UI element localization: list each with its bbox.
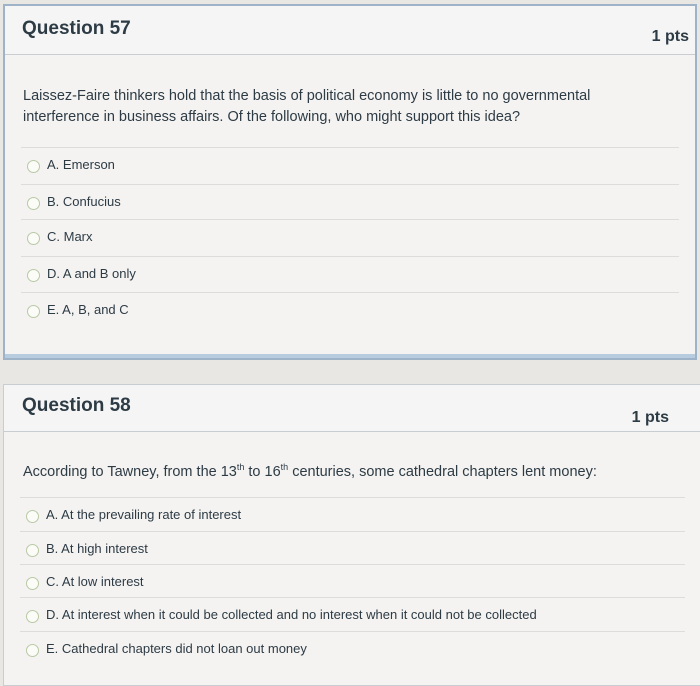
answer-option[interactable] bbox=[20, 597, 685, 632]
answer-label: E. Cathedral chapters did not loan out money bbox=[46, 641, 307, 656]
answer-label: C. Marx bbox=[47, 229, 93, 244]
answer-label: D. At interest when it could be collected and no interest when it could not be collected bbox=[46, 607, 537, 622]
answer-option[interactable] bbox=[21, 256, 679, 291]
radio-button[interactable] bbox=[27, 232, 40, 245]
question-text: Laissez-Faire thinkers hold that the basis of political economy is little to no governmental interference in business affairs. Of the following, who might support this idea? bbox=[23, 88, 591, 125]
radio-button[interactable] bbox=[27, 197, 40, 210]
answer-option[interactable] bbox=[20, 497, 685, 532]
answer-option[interactable] bbox=[20, 564, 685, 599]
radio-button[interactable] bbox=[26, 644, 39, 657]
answer-label: C. At low interest bbox=[46, 574, 144, 589]
question-58-card bbox=[3, 384, 700, 686]
radio-button[interactable] bbox=[26, 544, 39, 557]
question-points: 1 pts bbox=[631, 409, 669, 426]
question-title: Question 58 bbox=[22, 395, 131, 416]
question-header bbox=[4, 385, 700, 432]
answer-option[interactable] bbox=[21, 292, 679, 327]
question-points: 1 pts bbox=[651, 28, 689, 45]
card-bottom-border bbox=[5, 354, 695, 358]
radio-button[interactable] bbox=[27, 269, 40, 282]
radio-button[interactable] bbox=[27, 305, 40, 318]
answer-option[interactable] bbox=[20, 631, 685, 666]
answer-option[interactable] bbox=[21, 219, 679, 254]
answer-label: A. At the prevailing rate of interest bbox=[46, 507, 242, 522]
answer-label: E. A, B, and C bbox=[47, 302, 129, 317]
answer-label: A. Emerson bbox=[47, 157, 115, 172]
answer-label: D. A and B only bbox=[47, 266, 136, 281]
radio-button[interactable] bbox=[26, 510, 39, 523]
answer-option[interactable] bbox=[21, 184, 679, 219]
answer-option[interactable] bbox=[20, 531, 685, 566]
question-header bbox=[5, 6, 695, 55]
answer-label: B. At high interest bbox=[46, 541, 148, 556]
answer-option[interactable] bbox=[21, 147, 679, 182]
radio-button[interactable] bbox=[27, 160, 40, 173]
radio-button[interactable] bbox=[26, 577, 39, 590]
question-title: Question 57 bbox=[22, 18, 131, 39]
radio-button[interactable] bbox=[26, 610, 39, 623]
question-57-card bbox=[3, 4, 697, 360]
answer-label: B. Confucius bbox=[47, 194, 121, 209]
question-text: According to Tawney, from the 13th to 16th centuries, some cathedral chapters lent money: bbox=[23, 462, 597, 480]
